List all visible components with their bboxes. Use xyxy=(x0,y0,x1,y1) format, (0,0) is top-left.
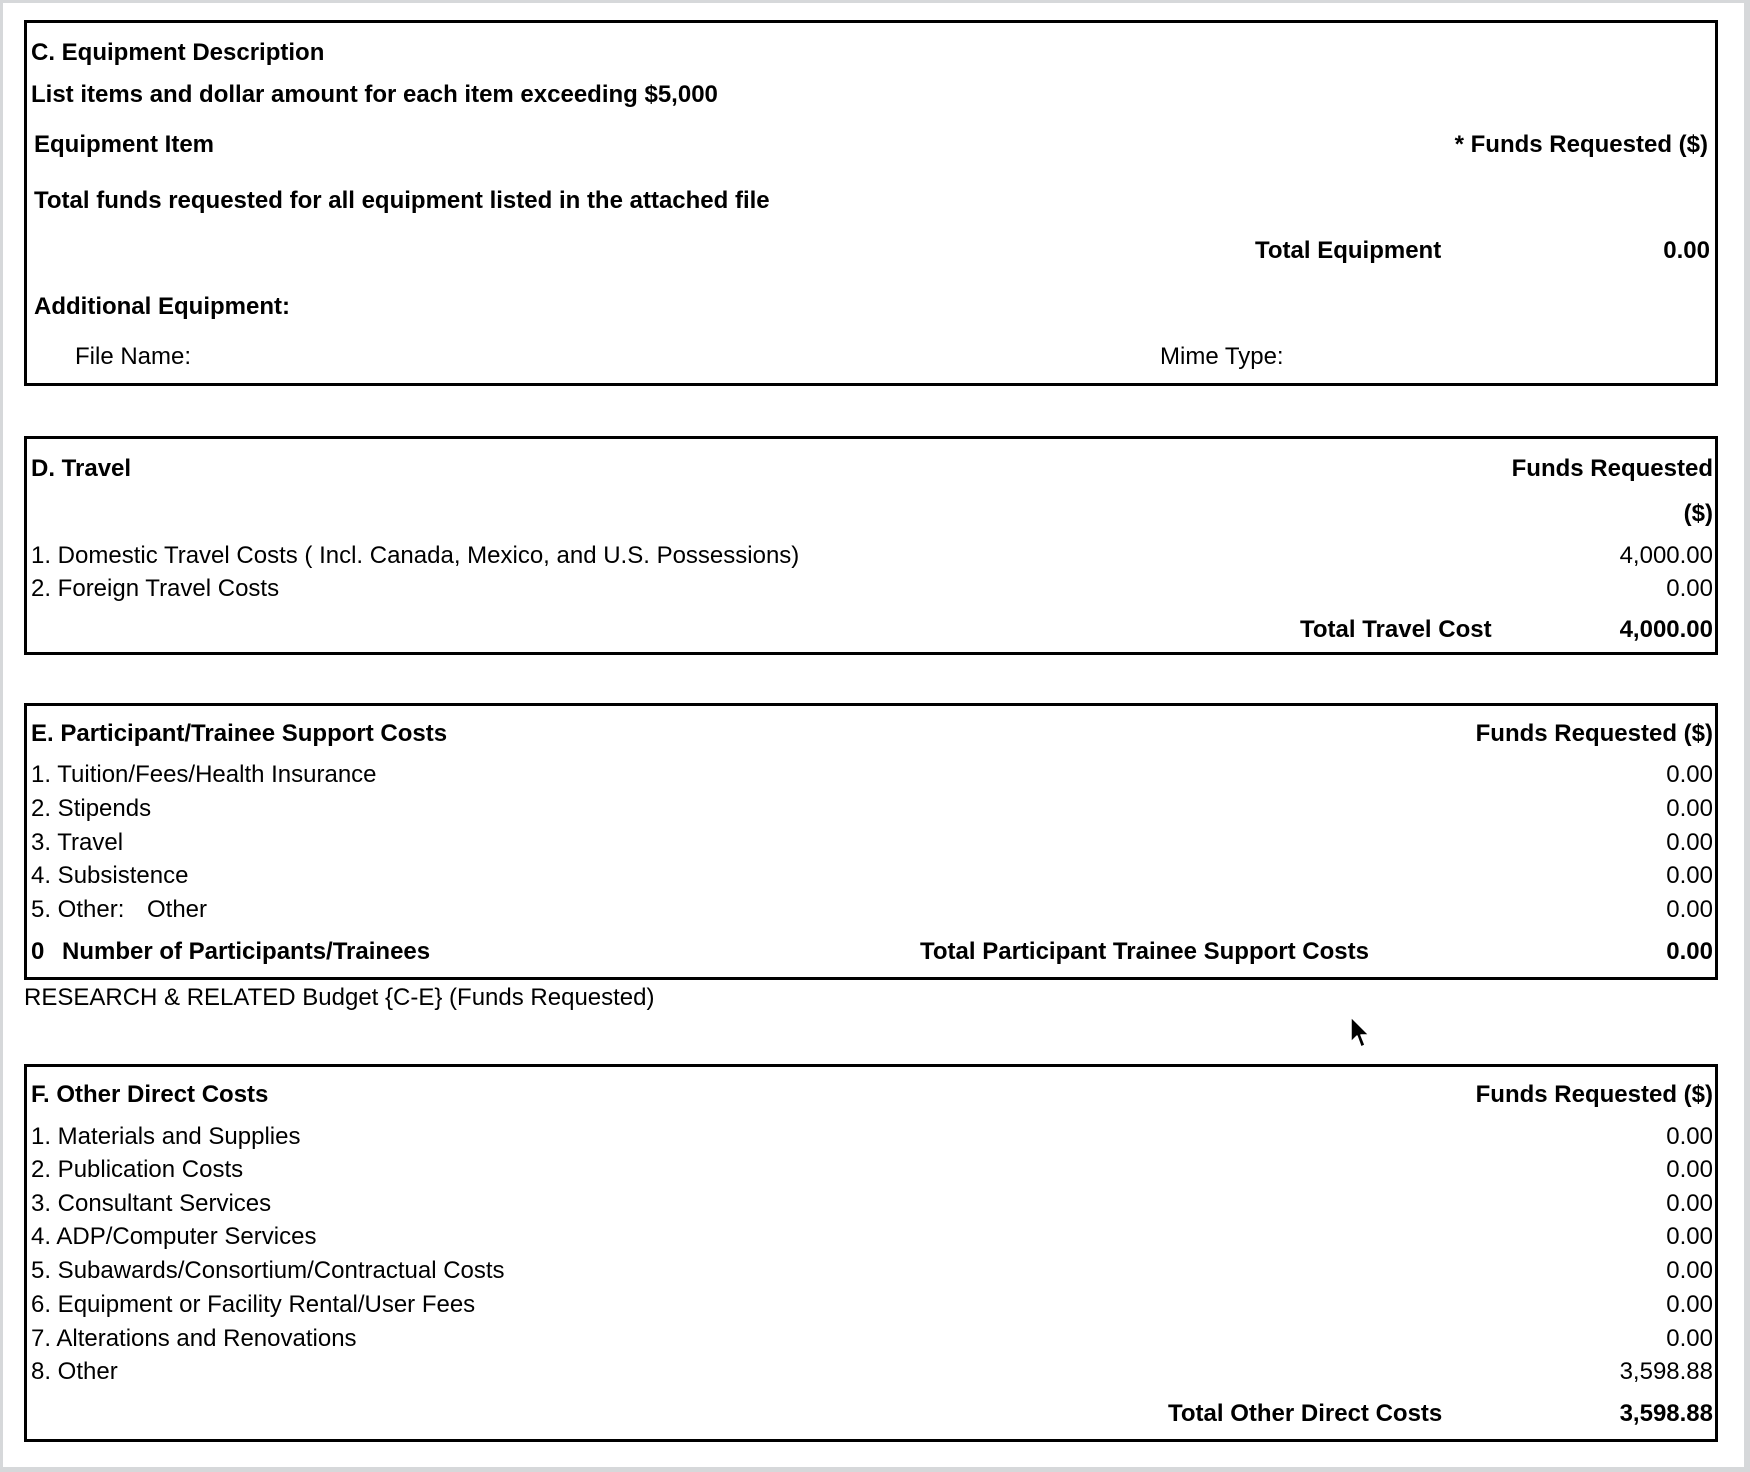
other-direct-item-label: 2. Publication Costs xyxy=(31,1156,244,1183)
travel-item-label: 1. Domestic Travel Costs ( Incl. Canada, Mexico, and U.S. Possessions) xyxy=(31,542,800,569)
total-other-direct-label: Total Other Direct Costs xyxy=(1168,1400,1443,1427)
mouse-pointer-icon xyxy=(1349,1016,1371,1050)
travel-funds-column-header-unit: ($) xyxy=(1683,500,1713,527)
equipment-funds-column-header: * Funds Requested ($) xyxy=(1454,131,1708,158)
equipment-item-column-header: Equipment Item xyxy=(34,131,215,158)
participant-heading: E. Participant/Trainee Support Costs xyxy=(31,720,448,747)
travel-heading: D. Travel xyxy=(31,455,132,482)
participant-item-label: 2. Stipends xyxy=(31,795,152,822)
other-direct-item-value: 0.00 xyxy=(1666,1291,1713,1318)
other-direct-item-label: 7. Alterations and Renovations xyxy=(31,1325,357,1352)
other-direct-item-value: 0.00 xyxy=(1666,1123,1713,1150)
mime-type-label: Mime Type: xyxy=(1160,343,1284,370)
document-page xyxy=(3,3,1744,1467)
participant-item-value: 0.00 xyxy=(1666,896,1713,923)
other-direct-heading: F. Other Direct Costs xyxy=(31,1081,269,1108)
travel-item-value: 4,000.00 xyxy=(1619,542,1713,569)
participant-support-section xyxy=(24,703,1718,980)
total-travel-value: 4,000.00 xyxy=(1619,616,1713,643)
other-direct-item-label: 6. Equipment or Facility Rental/User Fees xyxy=(31,1291,476,1318)
travel-item-value: 0.00 xyxy=(1666,575,1713,602)
total-equipment-value: 0.00 xyxy=(1663,237,1710,264)
other-direct-item-value: 0.00 xyxy=(1666,1325,1713,1352)
travel-funds-column-header: Funds Requested xyxy=(1511,455,1713,482)
equipment-instruction: List items and dollar amount for each item exceeding $5,000 xyxy=(31,81,718,108)
participant-other-text: Other xyxy=(147,896,208,923)
number-of-participants-label: Number of Participants/Trainees xyxy=(62,938,431,965)
equipment-heading: C. Equipment Description xyxy=(31,39,325,66)
total-travel-label: Total Travel Cost xyxy=(1300,616,1492,643)
total-equipment-label: Total Equipment xyxy=(1255,237,1442,264)
participant-item-value: 0.00 xyxy=(1666,761,1713,788)
file-name-label: File Name: xyxy=(75,343,192,370)
participant-item-value: 0.00 xyxy=(1666,862,1713,889)
participant-item-value: 0.00 xyxy=(1666,795,1713,822)
page-footer: RESEARCH & RELATED Budget {C-E} (Funds Requested) xyxy=(24,984,655,1011)
other-direct-item-value: 3,598.88 xyxy=(1619,1358,1713,1385)
other-direct-item-value: 0.00 xyxy=(1666,1190,1713,1217)
other-direct-item-value: 0.00 xyxy=(1666,1257,1713,1284)
additional-equipment-label: Additional Equipment: xyxy=(34,293,290,320)
other-direct-item-label: 3. Consultant Services xyxy=(31,1190,272,1217)
participant-funds-column-header: Funds Requested ($) xyxy=(1475,720,1713,747)
other-direct-item-label: 5. Subawards/Consortium/Contractual Costs xyxy=(31,1257,505,1284)
other-direct-item-label: 1. Materials and Supplies xyxy=(31,1123,301,1150)
travel-section xyxy=(24,436,1718,655)
travel-item-label: 2. Foreign Travel Costs xyxy=(31,575,280,602)
other-direct-funds-column-header: Funds Requested ($) xyxy=(1475,1081,1713,1108)
participant-item-label: 5. Other: xyxy=(31,896,125,923)
equipment-attached-total-label: Total funds requested for all equipment listed in the attached file xyxy=(34,187,770,214)
participant-item-label: 1. Tuition/Fees/Health Insurance xyxy=(31,761,377,788)
other-direct-item-label: 8. Other xyxy=(31,1358,118,1385)
participant-item-label: 3. Travel xyxy=(31,829,124,856)
other-direct-costs-section xyxy=(24,1064,1718,1442)
participant-item-value: 0.00 xyxy=(1666,829,1713,856)
equipment-section xyxy=(24,20,1718,386)
participant-item-label: 4. Subsistence xyxy=(31,862,189,889)
other-direct-item-value: 0.00 xyxy=(1666,1223,1713,1250)
total-participant-value: 0.00 xyxy=(1666,938,1713,965)
total-other-direct-value: 3,598.88 xyxy=(1619,1400,1713,1427)
other-direct-item-value: 0.00 xyxy=(1666,1156,1713,1183)
total-participant-label: Total Participant Trainee Support Costs xyxy=(920,938,1369,965)
other-direct-item-label: 4. ADP/Computer Services xyxy=(31,1223,317,1250)
number-of-participants-value: 0 xyxy=(31,938,45,965)
